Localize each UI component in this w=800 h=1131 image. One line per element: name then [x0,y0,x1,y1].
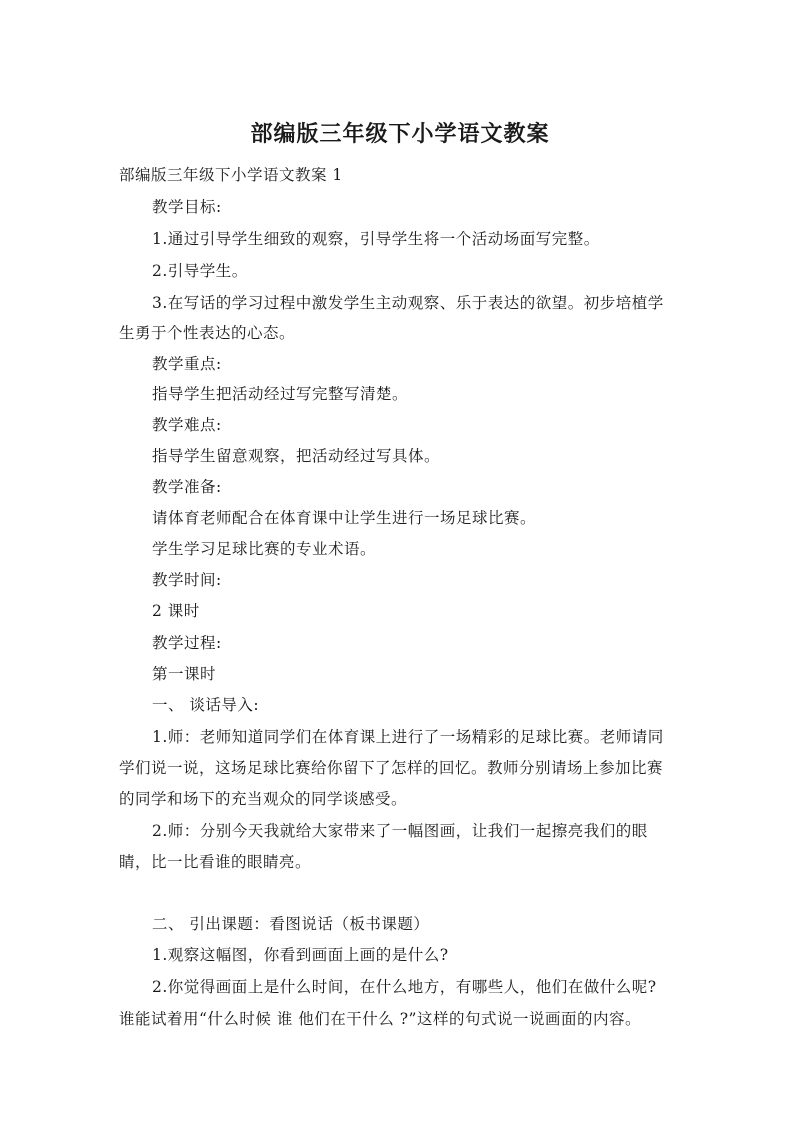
doc-line: 一、 谈话导入: [152,696,260,714]
doc-line: 学们说一说，这场足球比赛给你留下了怎样的回忆。教师分别请场上参加比赛 [119,759,664,777]
doc-line: 教学难点: [152,416,222,434]
doc-line: 1.师：老师知道同学们在体育课上进行了一场精彩的足球比赛。老师请同 [152,728,664,746]
doc-line: 的同学和场下的充当观众的同学谈感受。 [119,790,408,808]
doc-line: 第一课时 [152,665,217,683]
doc-line: 二、 引出课题：看图说话（板书课题） [152,915,430,933]
doc-line: 2.引导学生。 [152,262,248,280]
doc-line: 睛，比一比看谁的眼睛亮。 [119,853,312,871]
doc-line: 指导学生把活动经过写完整写清楚。 [152,385,409,403]
doc-line: 谁能试着用“什么时候 谁 他们在干什么 ?”这样的句式说一说画面的内容。 [119,1010,641,1028]
doc-line: 3.在写话的学习过程中激发学生主动观察、乐于表达的欲望。初步培植学 [152,294,664,312]
doc-line: 2 课时 [152,602,200,620]
doc-line: 教学过程: [152,634,222,652]
doc-line: 2.你觉得画面上是什么时间，在什么地方，有哪些人，他们在做什么呢? [152,978,657,996]
doc-line: 教学时间: [152,571,222,589]
doc-line: 教学重点: [152,355,222,373]
doc-line: 2.师：分别今天我就给大家带来了一幅图画，让我们一起擦亮我们的眼 [152,822,648,840]
doc-line: 请体育老师配合在体育课中让学生进行一场足球比赛。 [152,509,537,527]
document-title: 部编版三年级下小学语文教案 [250,122,550,147]
doc-line: 部编版三年级下小学语文教案 1 [119,166,343,184]
doc-line: 学生学习足球比赛的专业术语。 [152,540,377,558]
doc-line: 教学目标: [152,198,222,216]
doc-line: 生勇于个性表达的心态。 [119,324,296,342]
doc-line: 1.通过引导学生细致的观察，引导学生将一个活动场面写完整。 [152,230,600,248]
doc-line: 1.观察这幅图，你看到画面上画的是什么? [152,946,449,964]
doc-line: 指导学生留意观察，把活动经过写具体。 [152,447,441,465]
doc-line: 教学准备: [152,478,222,496]
